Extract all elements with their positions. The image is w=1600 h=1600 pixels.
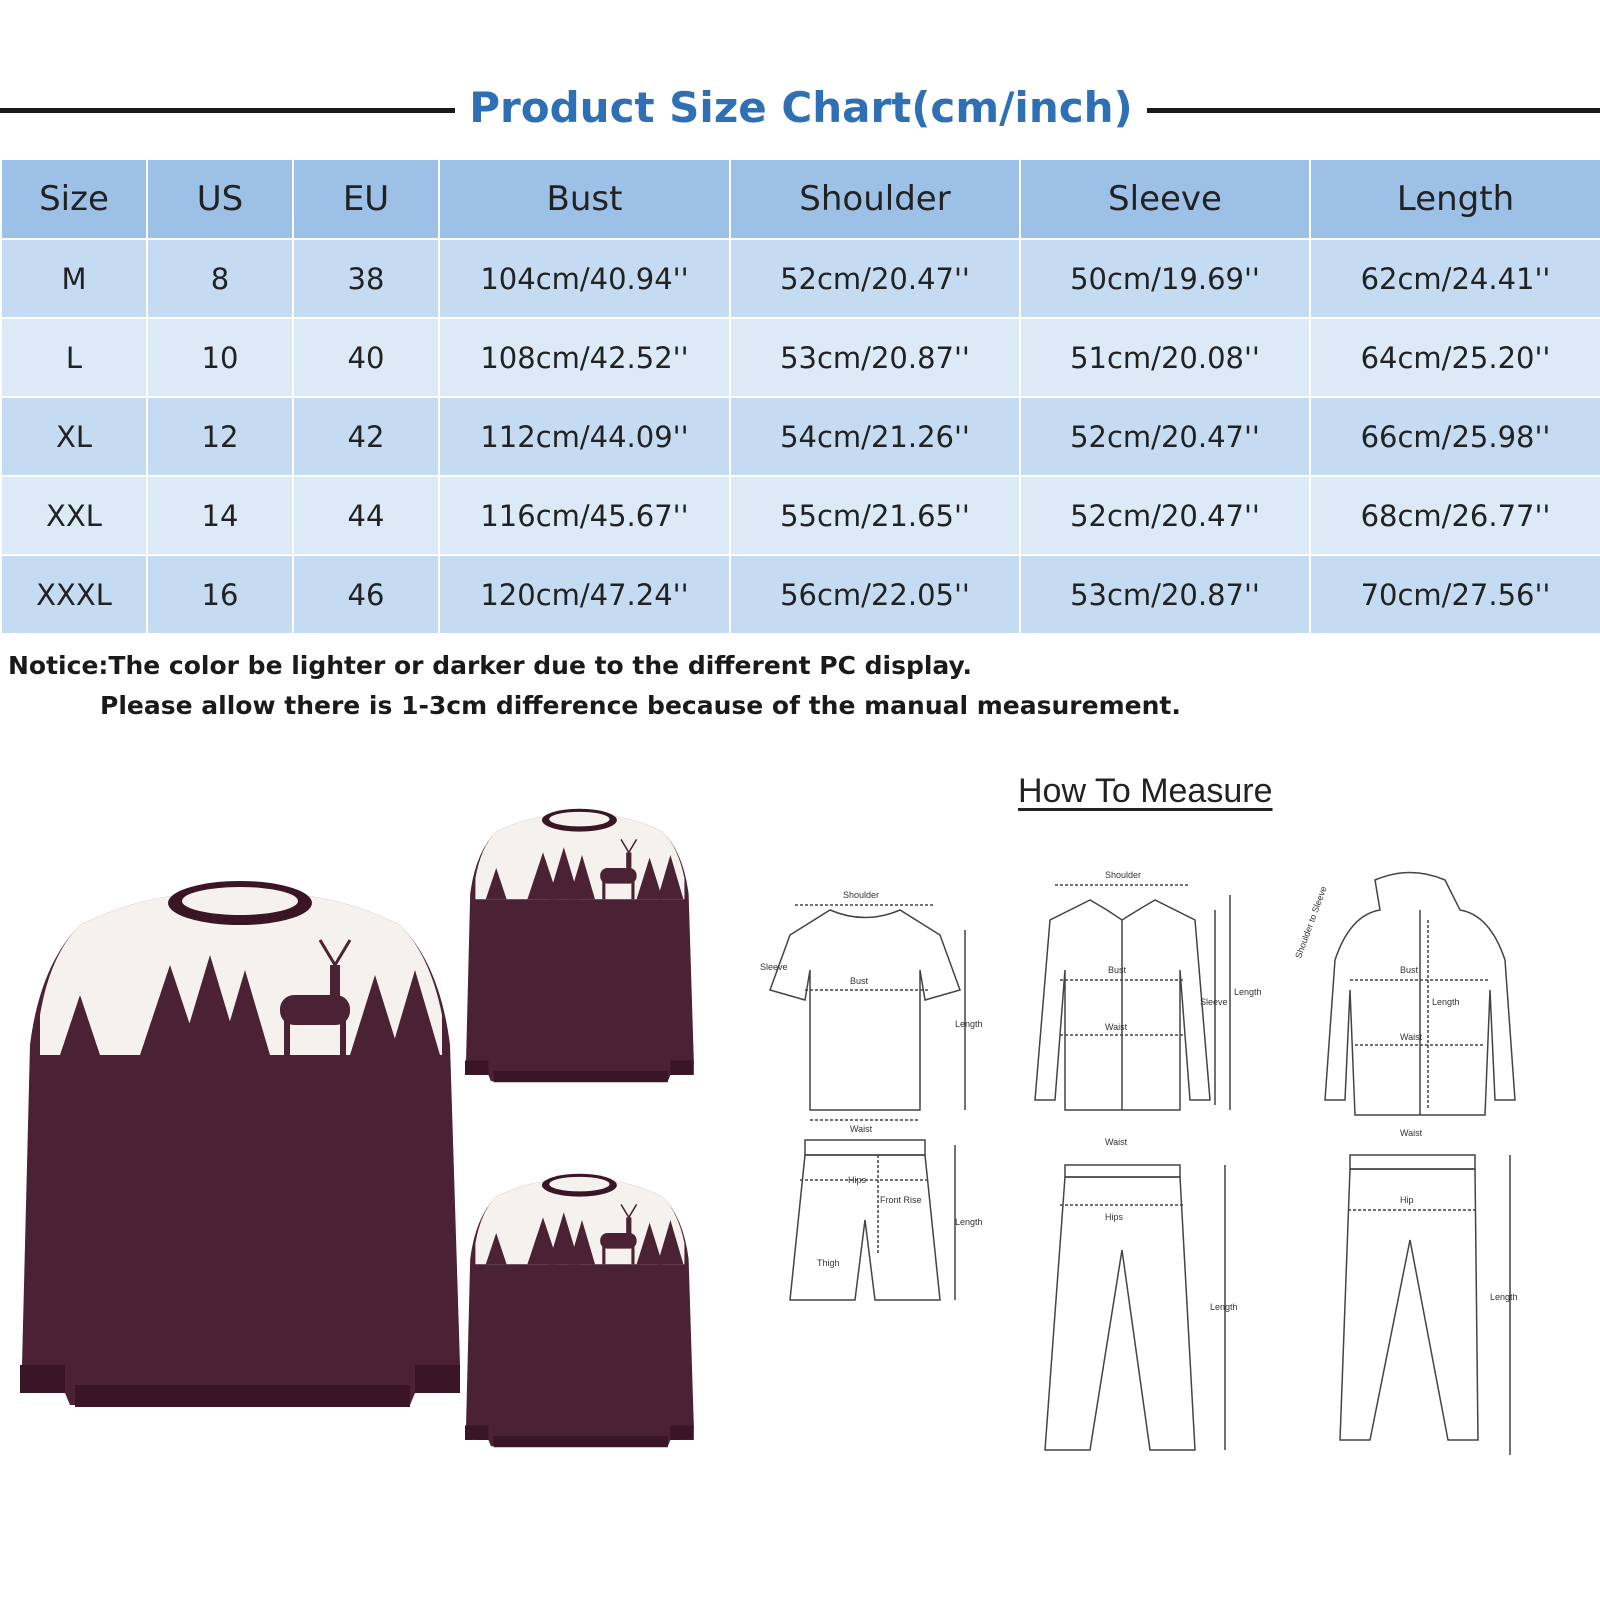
table-header-row — [1, 159, 1600, 239]
header-bust: Bust — [439, 159, 730, 239]
tshirt-sleeve-label: Sleeve — [760, 962, 788, 972]
tshirt-length-label: Length — [955, 1019, 983, 1029]
header-sleeve: Sleeve — [1020, 159, 1310, 239]
cell-eu: 40 — [293, 318, 439, 397]
joggers-hip-label: Hip — [1400, 1195, 1414, 1205]
shorts-thigh-label: Thigh — [817, 1258, 840, 1268]
cell-length: 70cm/27.56'' — [1310, 555, 1600, 634]
header-size: Size — [1, 159, 147, 239]
joggers-waist-label: Waist — [1400, 1128, 1423, 1138]
cell-size: L — [1, 318, 147, 397]
sweater-back-small — [465, 1174, 694, 1448]
cell-sleeve: 51cm/20.08'' — [1020, 318, 1310, 397]
shorts-length-label: Length — [955, 1217, 983, 1227]
table-row — [1, 318, 1600, 397]
notice-line-1: Notice:The color be lighter or darker due to the different PC display. — [8, 651, 973, 680]
cell-length: 68cm/26.77'' — [1310, 476, 1600, 555]
sweater-front-small — [465, 809, 694, 1083]
pants-waist-label: Waist — [1105, 1137, 1128, 1147]
tshirt-shoulder-label: Shoulder — [843, 890, 880, 900]
cell-us: 16 — [147, 555, 293, 634]
cell-length: 62cm/24.41'' — [1310, 239, 1600, 318]
shorts-waist-label: Waist — [850, 1124, 873, 1134]
tshirt-diagram — [770, 905, 965, 1120]
cell-size: XXL — [1, 476, 147, 555]
table-row — [1, 239, 1600, 318]
cell-us: 8 — [147, 239, 293, 318]
shirt-shoulder-label: Shoulder — [1105, 870, 1142, 880]
cell-shoulder: 55cm/21.65'' — [730, 476, 1020, 555]
cell-bust: 104cm/40.94'' — [439, 239, 730, 318]
header-eu: EU — [293, 159, 439, 239]
chart-title: Product Size Chart(cm/inch) — [469, 83, 1133, 132]
notice-text — [8, 646, 1181, 726]
pants-length-label: Length — [1210, 1302, 1238, 1312]
hoodie-waist-label: Waist — [1400, 1032, 1423, 1042]
shorts-hips-label: Hips — [848, 1175, 867, 1185]
cell-bust: 108cm/42.52'' — [439, 318, 730, 397]
hoodie-shoulder-to-sleeve-label: Shoulder to Sleeve — [1293, 884, 1329, 960]
shorts-front-rise-label: Front Rise — [880, 1195, 922, 1205]
cell-size: M — [1, 239, 147, 318]
cell-size: XXXL — [1, 555, 147, 634]
tshirt-bust-label: Bust — [850, 976, 869, 986]
cell-length: 64cm/25.20'' — [1310, 318, 1600, 397]
joggers-length-label: Length — [1490, 1292, 1518, 1302]
cell-bust: 112cm/44.09'' — [439, 397, 730, 476]
notice-line-2: Please allow there is 1-3cm difference because of the manual measurement. — [100, 691, 1181, 720]
cell-bust: 116cm/45.67'' — [439, 476, 730, 555]
chart-title-row — [0, 78, 1600, 138]
title-rule-right — [1147, 108, 1600, 113]
header-shoulder: Shoulder — [730, 159, 1020, 239]
table-row — [1, 476, 1600, 555]
cell-size: XL — [1, 397, 147, 476]
hoodie-bust-label: Bust — [1400, 965, 1419, 975]
cell-shoulder: 54cm/21.26'' — [730, 397, 1020, 476]
pants-hips-label: Hips — [1105, 1212, 1124, 1222]
cell-eu: 42 — [293, 397, 439, 476]
table-row — [1, 555, 1600, 634]
cell-sleeve: 52cm/20.47'' — [1020, 476, 1310, 555]
cell-sleeve: 52cm/20.47'' — [1020, 397, 1310, 476]
header-us: US — [147, 159, 293, 239]
cell-sleeve: 53cm/20.87'' — [1020, 555, 1310, 634]
title-rule-left — [0, 108, 455, 113]
shirt-sleeve-label: Sleeve — [1200, 997, 1228, 1007]
measure-diagrams — [760, 860, 1550, 1500]
cell-us: 14 — [147, 476, 293, 555]
cell-eu: 38 — [293, 239, 439, 318]
pants-diagram — [1045, 1165, 1225, 1450]
header-length: Length — [1310, 159, 1600, 239]
how-to-measure-title: How To Measure — [1018, 772, 1273, 810]
shorts-diagram — [790, 1140, 955, 1300]
cell-us: 10 — [147, 318, 293, 397]
cell-eu: 46 — [293, 555, 439, 634]
cell-shoulder: 52cm/20.47'' — [730, 239, 1020, 318]
joggers-diagram — [1340, 1155, 1510, 1455]
cell-us: 12 — [147, 397, 293, 476]
shirt-bust-label: Bust — [1108, 965, 1127, 975]
cell-bust: 120cm/47.24'' — [439, 555, 730, 634]
sweater-photos — [0, 760, 740, 1460]
cell-shoulder: 53cm/20.87'' — [730, 318, 1020, 397]
sweater-front-large — [20, 881, 460, 1407]
shirt-waist-label: Waist — [1105, 1022, 1128, 1032]
table-row — [1, 397, 1600, 476]
cell-length: 66cm/25.98'' — [1310, 397, 1600, 476]
hoodie-length-label: Length — [1432, 997, 1460, 1007]
cell-sleeve: 50cm/19.69'' — [1020, 239, 1310, 318]
shirt-length-label: Length — [1234, 987, 1262, 997]
size-table — [0, 158, 1600, 635]
hoodie-diagram — [1325, 873, 1515, 1116]
cell-eu: 44 — [293, 476, 439, 555]
cell-shoulder: 56cm/22.05'' — [730, 555, 1020, 634]
